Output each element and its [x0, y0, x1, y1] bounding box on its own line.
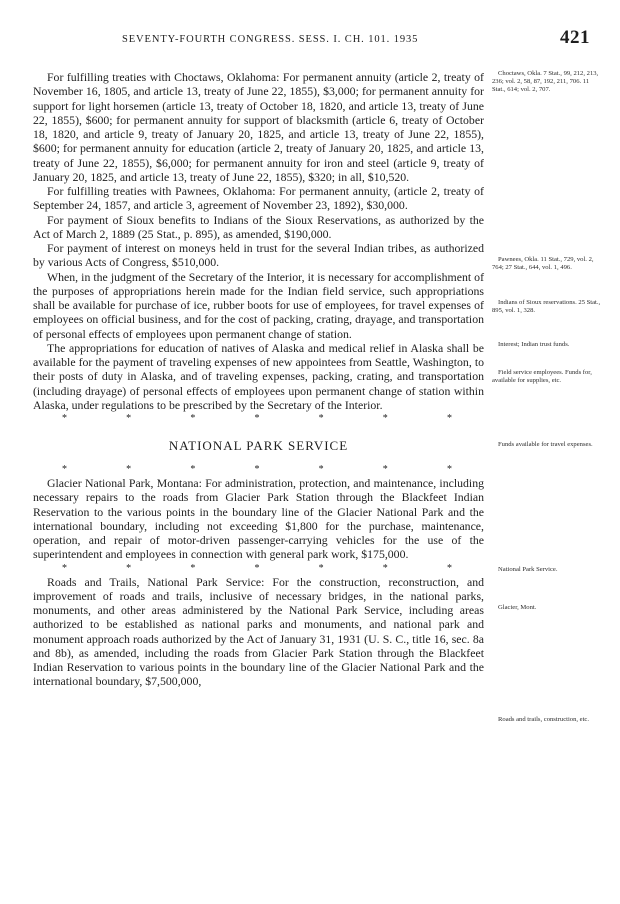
star: *	[62, 464, 67, 475]
paragraph-glacier: Glacier National Park, Montana: For administration, protection, and maintenance, including necessary repairs to the roads from Glacier Park Station through the Blackfeet Indian Reservation to the various points in the boundary line of the Glacier National Park and the international boundary, including not exceeding $1,800 for the purchase, maintenance, operation, and repair of motor-driven passenger-carrying vehicles for the use of the superintendent and employees in connection with general park work, $175,000.	[33, 476, 484, 562]
star: *	[318, 464, 324, 475]
page-header	[0, 26, 620, 50]
star: *	[126, 413, 132, 424]
star: *	[318, 413, 324, 424]
paragraph-roads-trails: Roads and Trails, National Park Service: For the construction, reconstruction, and improvement of roads and trails, inclusive of necessary bridges, in the national parks, monuments, and other areas administered by the National Park Service, including areas authorized to be established as national parks and monuments, and national park and monument approach roads authorized by the Act of January 31, 1931 (U. S. C., title 16, sec. 8a and 8b), as amended, including the roads from Glacier Park Station through the Blackfeet Indian Reservation to various points in the boundary line of the Glacier National Park and the international boundary, $7,500,000,	[33, 574, 484, 689]
paragraph-sioux: For payment of Sioux benefits to Indians of the Sioux Reservations, as authorized by the Act of March 2, 1889 (25 Stat., p. 895), as amended, $190,000.	[33, 212, 484, 241]
star: *	[190, 562, 196, 574]
main-text	[33, 70, 484, 689]
star: *	[254, 562, 260, 574]
margin-note-glacier: Glacier, Mont.	[498, 604, 537, 611]
paragraph-alaska: The appropriations for education of natives of Alaska and medical relief in Alaska shall be available for the payment of traveling expenses of new appointees from Seattle, Washington, to their posts of duty in Alaska, and of traveling expenses, packing, crating, and transportation (including drayage) of personal effects of employees upon permanent change of station within Alaska, under regulations to be prescribed by the Secretary of the Interior.	[33, 340, 484, 412]
star: *	[382, 413, 388, 424]
paragraph-choctaws: For fulfilling treaties with Choctaws, Oklahoma: For permanent annuity (article 2, treaty of November 16, 1805, and article 13, treaty of June 22, 1855), $3,000; for permanent annuity for support for light horsemen (article 13, treaty of October 18, 1820, and article 13, treaty of June 22, 1855), $600; for permanent annuity for support of blacksmith (article 6, treaty of October 18, 1820, and article 9, treaty of January 20, 1825, and article 13, treaty of June 22, 1855), $600; for permanent annuity for education (article 2, treaty of January 20, 1825, and article 13, treaty of June 22, 1855), $6,000; for permanent annuity for iron and steel (article 9, treaty of January 20, 1825, and article 13, treaty of June 22, 1855), $320; in all, $10,520.	[33, 70, 484, 184]
margin-note-sioux: Indians of Sioux reservations. 25 Stat., 895, vol. 1, 328.	[492, 299, 601, 315]
star: *	[318, 562, 324, 574]
paragraph-pawnees: For fulfilling treaties with Pawnees, Oklahoma: For permanent annuity, (article 2, treaty of September 24, 1857, and article 3, agreement of November 23, 1892), $30,000.	[33, 184, 484, 213]
margin-note-travel: Funds available for travel expenses.	[498, 441, 593, 448]
star: *	[446, 413, 452, 424]
star: *	[190, 413, 196, 424]
margin-note-park-service: National Park Service.	[498, 566, 558, 573]
running-head: SEVENTY-FOURTH CONGRESS. SESS. I. CH. 101. 1935	[122, 34, 419, 45]
section-break-stars	[33, 463, 484, 476]
star: *	[254, 413, 260, 424]
star: *	[126, 562, 132, 574]
star: *	[126, 464, 132, 475]
star: *	[190, 464, 196, 475]
section-break-stars	[33, 562, 484, 575]
star: *	[382, 464, 388, 475]
star: *	[62, 562, 67, 574]
star: *	[446, 464, 452, 475]
paragraph-field-service: When, in the judgment of the Secretary of the Interior, it is necessary for accomplishment of the purposes of appropriations herein made for the Indian field service, such appropriations shall be available for purchase of ice, rubber boots for use of employees, for travel expenses of employees on official business, and for the cost of packing, crating, drayage, and transportation of personal effects of employees upon permanent change of station.	[33, 269, 484, 341]
margin-note-choctaws: Choctaws, Okla. 7 Stat., 99, 212, 213, 236; vol. 2, 58, 87, 192, 211, 706. 11 Stat., 614; vol. 2, 707.	[492, 70, 599, 94]
section-break-stars	[33, 412, 484, 425]
margin-note-pawnees: Pawnees, Okla. 11 Stat., 729, vol. 2, 764; 27 Stat., 644, vol. 1, 496.	[492, 256, 594, 272]
page-number: 421	[560, 27, 590, 48]
margin-note-interest: Interest; Indian trust funds.	[498, 341, 570, 348]
margin-note-field-service: Field service employees. Funds for, available for supplies, etc.	[492, 369, 592, 385]
star: *	[446, 562, 452, 574]
margin-note-roads: Roads and trails, construction, etc.	[498, 716, 590, 723]
star: *	[382, 562, 388, 574]
section-heading: NATIONAL PARK SERVICE	[168, 438, 349, 453]
paragraph-interest: For payment of interest on moneys held in trust for the several Indian tribes, as authorized by various Acts of Congress, $510,000.	[33, 241, 484, 270]
star: *	[62, 413, 67, 424]
star: *	[254, 464, 260, 475]
